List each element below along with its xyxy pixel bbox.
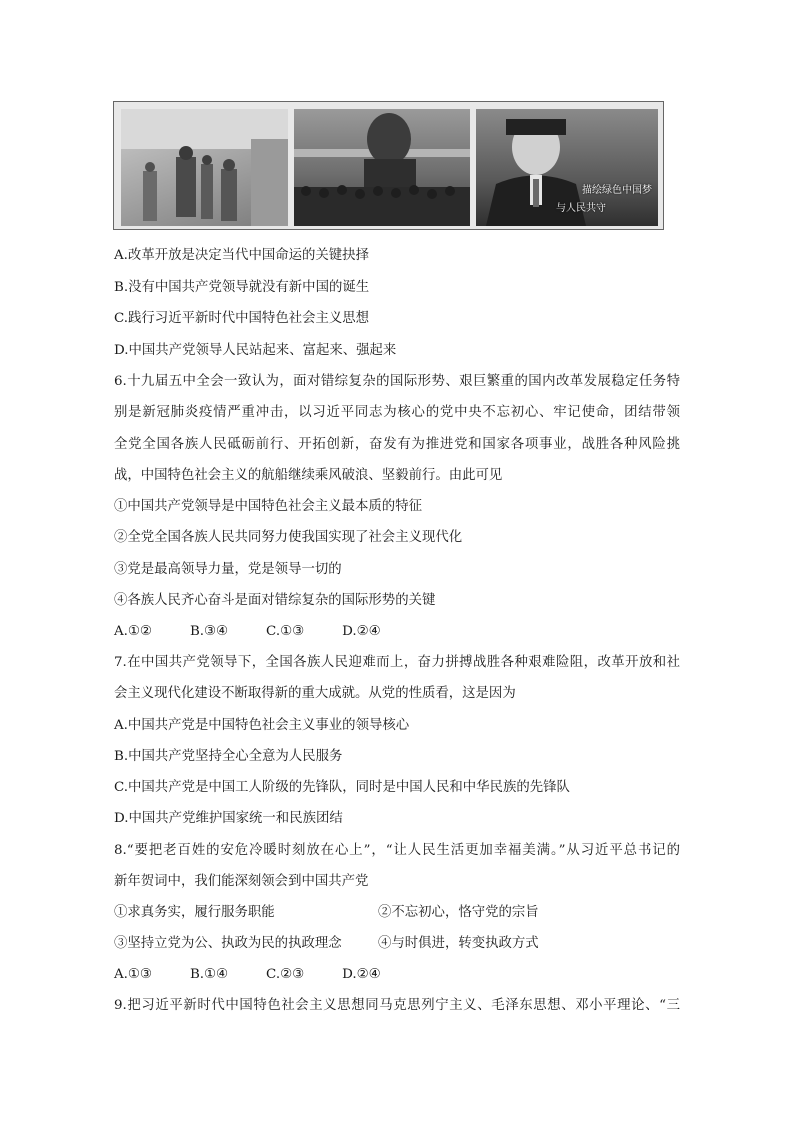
q9-stem-line1: 9.把习近平新时代中国特色社会主义思想同马克思列宁主义、毛泽东思想、邓小平理论、“三	[114, 998, 680, 1013]
q7-option-a: A.中国共产党是中国特色社会主义事业的领导核心	[114, 718, 410, 733]
q8-stem-line2: 新年贺词中，我们能深刻领会到中国共产党	[114, 874, 369, 889]
q8-choices	[114, 967, 381, 983]
crowd-photo-illustration	[294, 109, 470, 226]
q6-item-2: ②全党全国各族人民共同努力使我国实现了社会主义现代化	[114, 530, 463, 545]
q6-choice-b: B.③④	[189, 624, 229, 639]
photo-caption-line1: 描绘绿色中国梦	[582, 185, 652, 196]
q6-choice-a: A.①②	[114, 624, 152, 639]
q6-item-4: ④各族人民齐心奋斗是面对错综复杂的国际形势的关键	[114, 593, 436, 608]
q8-stem-line1: 8.“要把老百姓的安危冷暖时刻放在心上”，“让人民生活更加幸福美满。”从习近平总书记的	[114, 843, 680, 858]
q8-item-4: ④与时俱进，转变执政方式	[378, 936, 539, 951]
leader-photo	[476, 109, 658, 226]
q7-option-d: D.中国共产党维护国家统一和民族团结	[114, 811, 343, 826]
q5-option-c: C.践行习近平新时代中国特色社会主义思想	[114, 311, 370, 326]
q6-choices	[114, 624, 381, 640]
q7-stem-line2: 会主义现代化建设不断取得新的重大成就。从党的性质看，这是因为	[114, 686, 516, 701]
q5-option-b: B.没有中国共产党领导就没有新中国的诞生	[114, 280, 370, 295]
photo-strip	[113, 101, 664, 230]
q6-item-3: ③党是最高领导力量，党是领导一切的	[114, 562, 342, 577]
q8-item-3: ③坚持立党为公、执政为民的执政理念	[114, 936, 342, 951]
q8-item-1: ①求真务实，履行服务职能	[114, 905, 275, 920]
q6-stem-line2: 别是新冠肺炎疫情严重冲击，以习近平同志为核心的党中央不忘初心、牢记使命，团结带领	[114, 405, 680, 420]
q7-option-b: B.中国共产党坚持全心全意为人民服务	[114, 749, 343, 764]
crowd-photo	[294, 109, 470, 226]
q8-item-2: ②不忘初心，恪守党的宗旨	[378, 905, 539, 920]
q5-option-d: D.中国共产党领导人民站起来、富起来、强起来	[114, 343, 397, 358]
q8-choice-a: A.①③	[114, 967, 152, 982]
q6-stem-line4: 战，中国特色社会主义的航船继续乘风破浪、坚毅前行。由此可见	[114, 468, 503, 483]
q7-option-c: C.中国共产党是中国工人阶级的先锋队，同时是中国人民和中华民族的先锋队	[114, 780, 570, 795]
q6-stem-line3: 全党全国各族人民砥砺前行、开拓创新，奋发有为推进党和国家各项事业，战胜各种风险挑	[114, 437, 680, 452]
q6-choice-d: D.②④	[342, 624, 381, 639]
photo-caption-line2: 与人民共守	[556, 203, 606, 214]
q6-choice-c: C.①③	[266, 624, 305, 639]
q7-stem-line1: 7.在中国共产党领导下，全国各族人民迎难而上，奋力拼搏战胜各种艰难险阻，改革开放和社	[114, 655, 680, 670]
q6-stem-line1: 6.十九届五中全会一致认为，面对错综复杂的国际形势、艰巨繁重的国内改革发展稳定任务特	[114, 374, 680, 389]
q6-item-1: ①中国共产党领导是中国特色社会主义最本质的特征	[114, 499, 422, 514]
q8-choice-b: B.①④	[189, 967, 229, 982]
q8-choice-c: C.②③	[266, 967, 305, 982]
q5-option-a: A.改革开放是决定当代中国命运的关键抉择	[114, 248, 369, 263]
historical-photo-illustration	[121, 109, 288, 226]
q8-choice-d: D.②④	[342, 967, 381, 982]
historical-photo	[121, 109, 288, 226]
